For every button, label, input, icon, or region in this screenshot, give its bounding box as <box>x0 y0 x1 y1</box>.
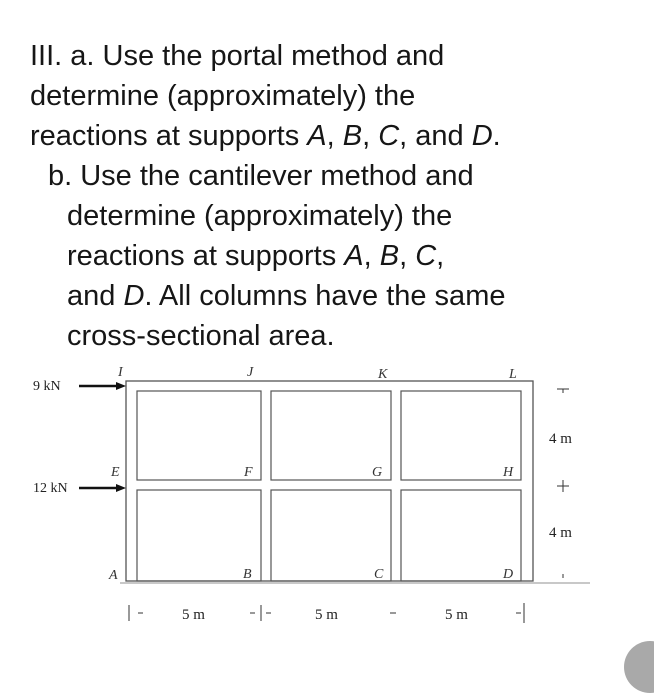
panel <box>137 391 261 480</box>
frame-outline <box>126 381 533 581</box>
text: , <box>362 120 379 152</box>
support-c-ref: C <box>415 240 437 272</box>
text: , <box>326 120 343 152</box>
span-label-1: 5 m <box>182 607 205 623</box>
node-label-l: L <box>509 367 517 382</box>
text: , <box>399 240 416 272</box>
node-label-a: A <box>109 568 118 583</box>
support-a-ref: A <box>307 120 327 152</box>
support-d-ref: D <box>471 120 493 152</box>
height-label-upper: 4 m <box>549 431 572 447</box>
node-label-h: H <box>503 465 514 480</box>
node-label-g: G <box>372 465 383 480</box>
text: . <box>492 120 501 152</box>
span-label-2: 5 m <box>315 607 338 623</box>
text: reactions at supports <box>67 240 345 272</box>
node-label-f: F <box>244 465 253 480</box>
node-label-d: D <box>503 567 514 582</box>
part-b-line-1: b. Use the cantilever method and <box>48 160 474 192</box>
text: , <box>436 240 445 272</box>
load-arrowhead-top <box>116 382 126 390</box>
span-label-3: 5 m <box>445 607 468 623</box>
support-b-ref: B <box>379 240 400 272</box>
support-b-ref: B <box>342 120 363 152</box>
part-a-line-1: III. a. Use the portal method and <box>30 40 445 72</box>
node-label-c: C <box>374 567 384 582</box>
part-b-line-5: cross-sectional area. <box>67 320 335 352</box>
load-label-top: 9 kN <box>33 379 61 394</box>
part-a-line-2: determine (approximately) the <box>30 80 416 112</box>
node-label-j: J <box>247 365 254 380</box>
node-label-i: I <box>118 365 123 380</box>
node-label-e: E <box>111 465 120 480</box>
load-label-middle: 12 kN <box>33 481 68 496</box>
support-c-ref: C <box>378 120 400 152</box>
part-b-line-2: determine (approximately) the <box>67 200 453 232</box>
text: . All columns have the same <box>144 280 506 312</box>
support-a-ref: A <box>344 240 364 272</box>
text: and <box>67 280 124 312</box>
node-label-k: K <box>378 367 388 382</box>
support-d-ref: D <box>123 280 145 312</box>
load-arrowhead-middle <box>116 484 126 492</box>
height-dimension <box>557 389 569 578</box>
node-label-b: B <box>243 567 252 582</box>
text: reactions at supports <box>30 120 308 152</box>
text: , <box>363 240 380 272</box>
height-label-lower: 4 m <box>549 525 572 541</box>
panel <box>271 490 391 581</box>
text: , and <box>399 120 472 152</box>
